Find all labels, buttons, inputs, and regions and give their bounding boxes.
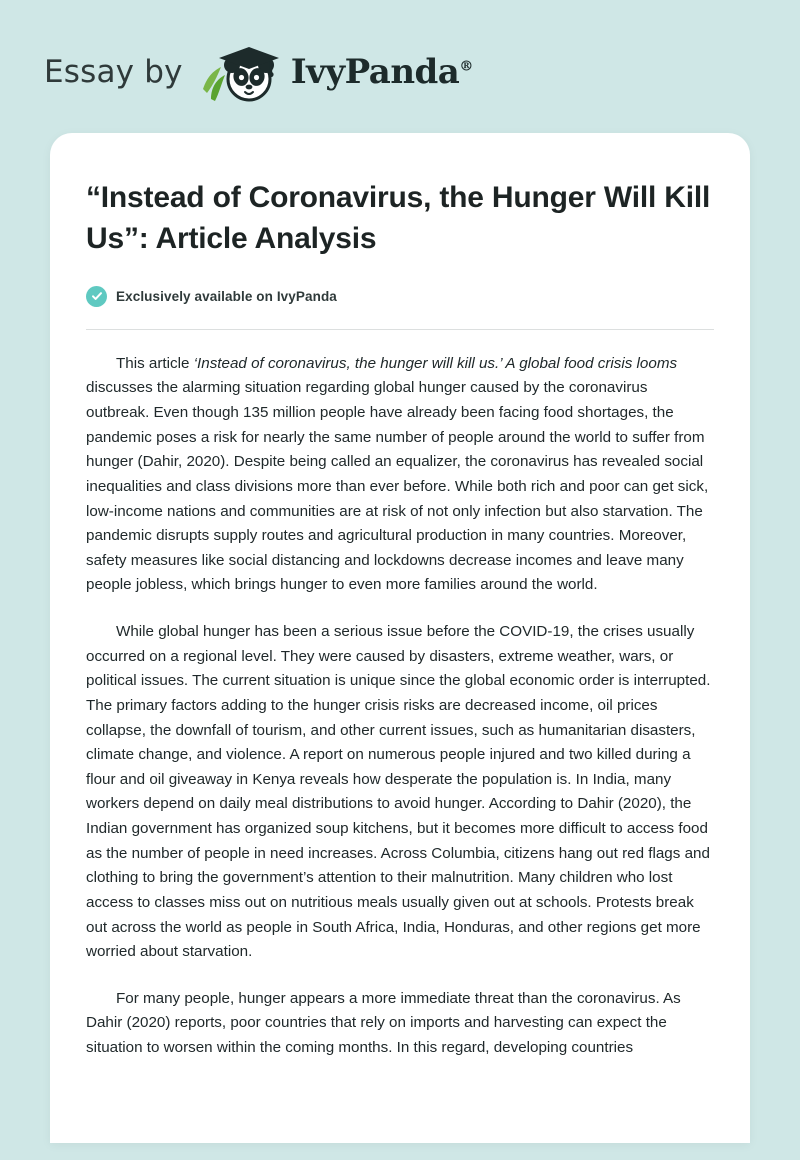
check-circle-icon — [86, 286, 107, 307]
paragraph-1-lead: This article — [116, 354, 194, 372]
title-divider — [86, 329, 714, 330]
document-card — [50, 133, 750, 1143]
registered-mark: ® — [459, 58, 473, 75]
ivypanda-logo[interactable] — [197, 39, 473, 105]
paragraph-1 — [86, 352, 714, 598]
panda-graduate-icon — [197, 39, 289, 105]
essay-by-label: Essay by — [44, 54, 183, 90]
brand-name: IvyPanda® — [290, 52, 473, 92]
status-badge: Exclusively available on IvyPanda — [116, 288, 337, 304]
brand-header — [0, 0, 800, 110]
paragraph-3: For many people, hunger appears a more immediate threat than the coronavirus. As Dahir (2020) reports, poor countries that rely on imports and harvesting can expect the situation to worsen within the coming months. In this regard, developing countries — [86, 989, 681, 1057]
paragraph-1-article-title: ‘Instead of coronavirus, the hunger will kill us.’ A global food crisis looms — [193, 354, 678, 372]
paragraph-1-rest: discusses the alarming situation regarding global hunger caused by the coronavirus outbreak. Even though 135 million people have already been facing food shortages, the pandemic poses a risk for nearly the same number of people around the world to suffer from hunger (Dahir, 2020). Despite being called an equalizer, the coronavirus has revealed social inequalities and class divisions more than ever before. While both rich and poor can get sick, low-income nations and communities are at risk of not only infection but also starvation. The pandemic disrupts supply routes and agricultural production in many countries. Moreover, safety measures like social distancing and lockdowns decrease incomes and leave many people jobless, which brings hunger to even more families around the world. — [86, 379, 709, 594]
exclusive-badge — [86, 286, 714, 307]
page-title: “Instead of Coronavirus, the Hunger Will Kill Us”: Article Analysis — [86, 181, 711, 256]
paragraph-2: While global hunger has been a serious issue before the COVID-19, the crises usually occurred on a regional level. They were caused by disasters, extreme weather, wars, or political issues. The current situation is unique since the global economic order is interrupted. The primary factors adding to the hunger crisis risks are decreased income, oil prices collapse, the downfall of tourism, and other current issues, such as humanitarian disasters, climate change, and violence. A report on numerous people injured and two killed during a flour and oil giveaway in Kenya reveals how desperate the population is. In India, many workers depend on daily meal distributions to avoid hunger. According to Dahir (2020), the Indian government has organized soup kitchens, but it becomes more difficult to access food as the number of people in need increases. Across Columbia, citizens hang out red flags and clothing to bring the government’s attention to their malnutrition. Many children who lost access to classes miss out on nutritious meals usually given out at schools. Protests break out across the world as people in South Africa, India, Honduras, and other regions get more worried about starvation. — [86, 623, 711, 961]
